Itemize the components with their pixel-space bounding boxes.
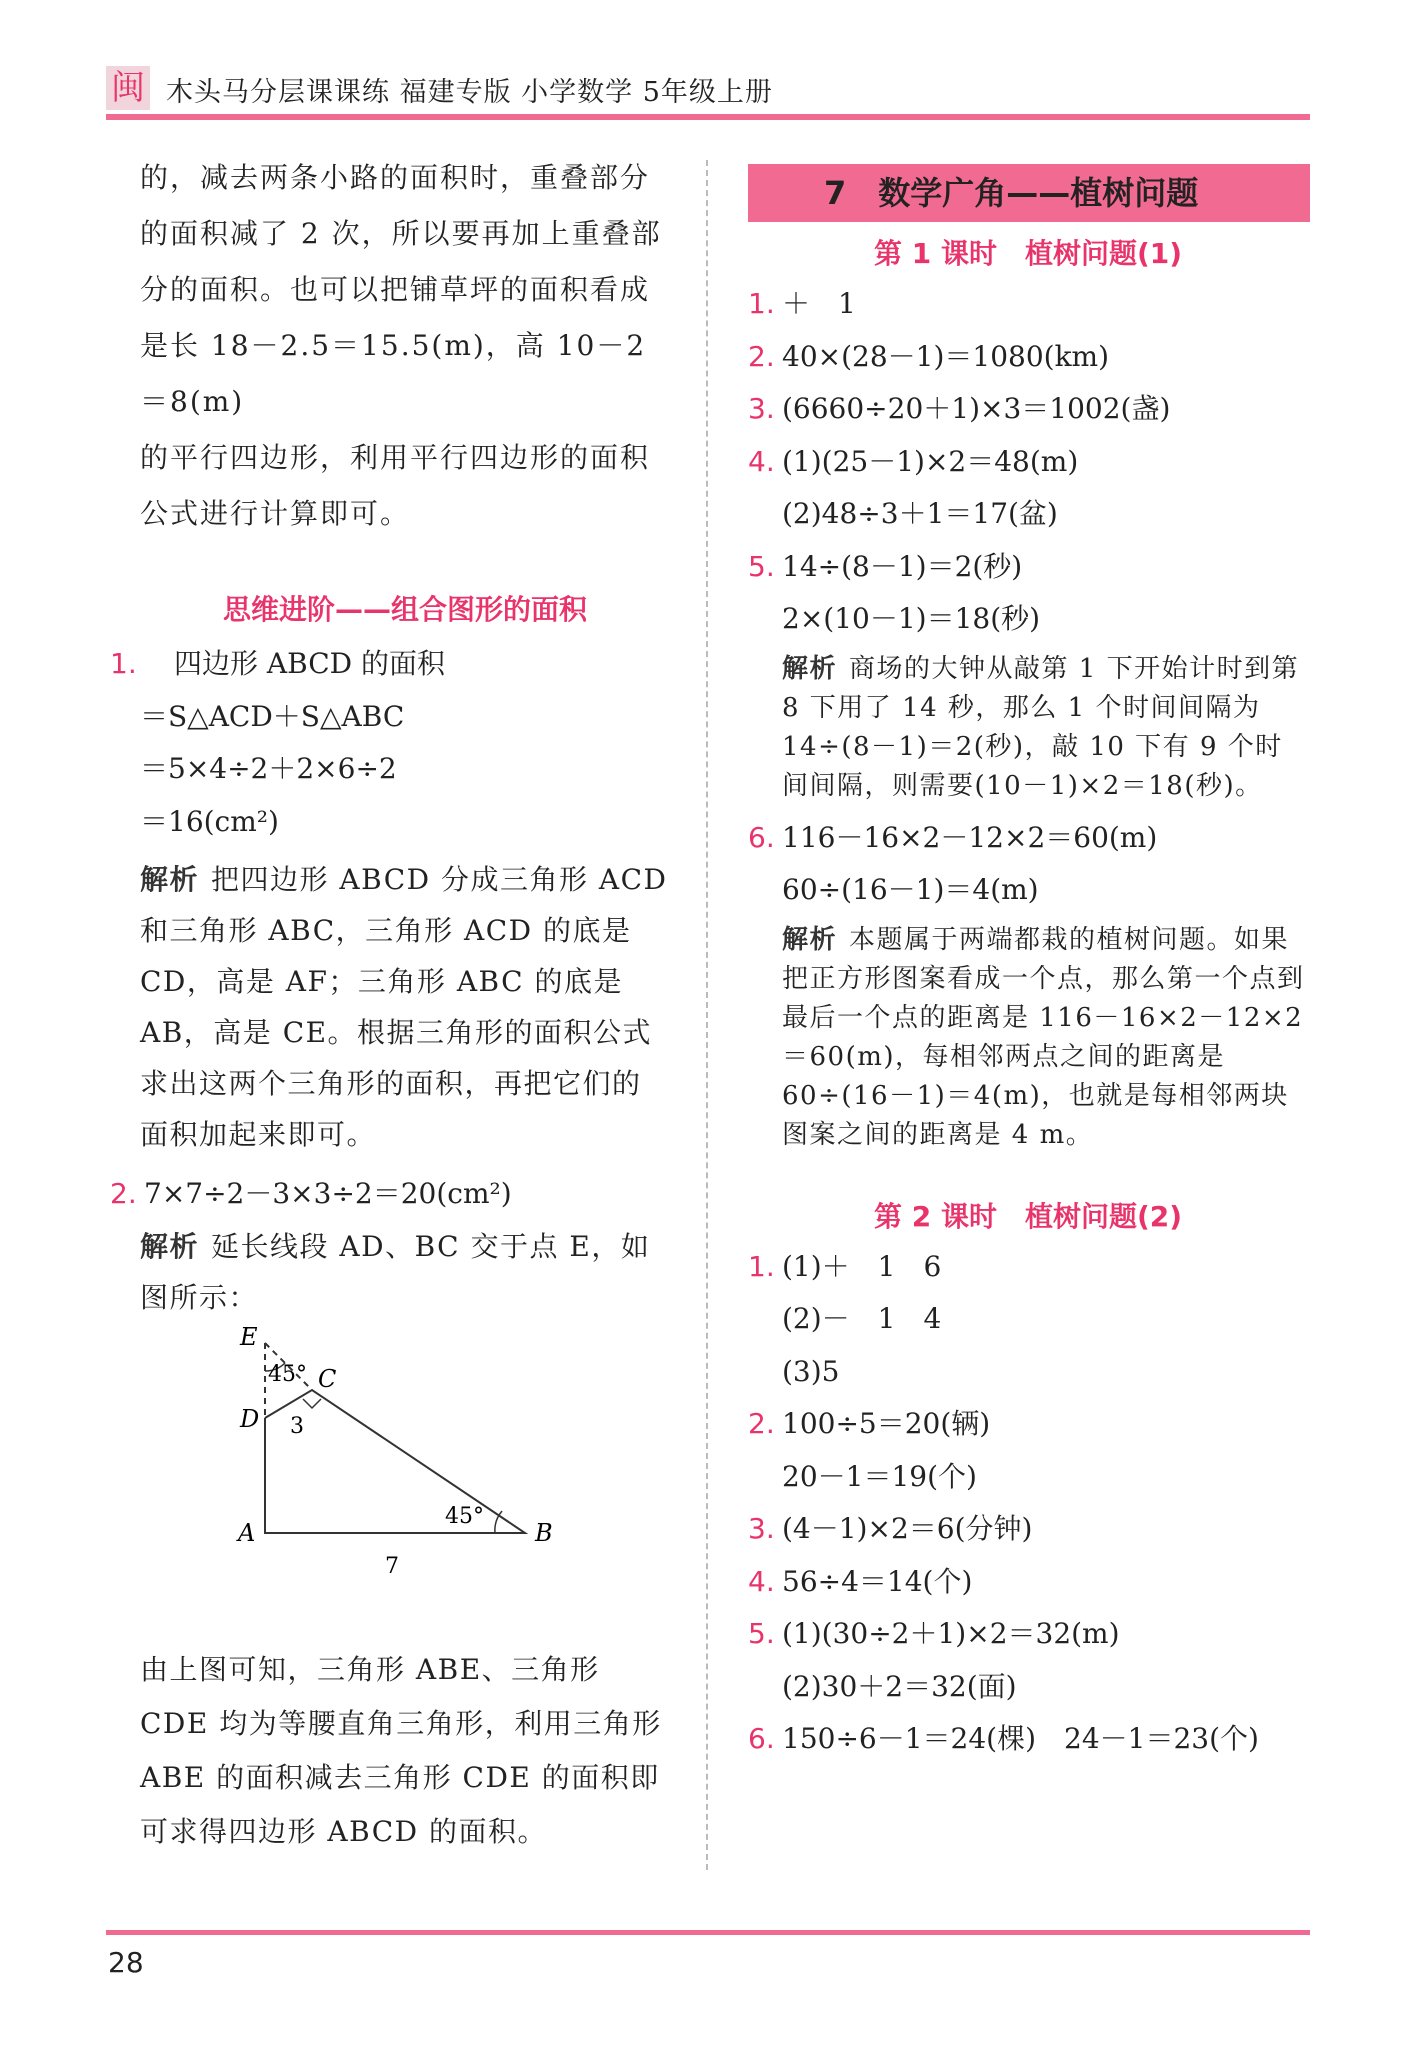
- geometry-diagram: [140, 1323, 670, 1643]
- answer-text: (1)(30÷2＋1)×2＝32(m): [782, 1617, 1120, 1650]
- lesson-1-answers: [748, 278, 1308, 1155]
- question-number: 1.: [110, 647, 137, 680]
- answer-item: [748, 1241, 1308, 1294]
- item-number: 1.: [748, 287, 775, 320]
- page-number: 28: [108, 1946, 144, 1979]
- item-number: 5.: [748, 1617, 775, 1650]
- step-line: ＝16(cm²): [140, 804, 279, 838]
- page-header: [106, 66, 1310, 116]
- analysis-label: 解析: [140, 863, 200, 896]
- analysis-block: [748, 921, 1308, 1155]
- right-column: [748, 164, 1308, 1766]
- quadrilateral-ABCD: [265, 1390, 525, 1533]
- label-A: A: [238, 1518, 256, 1547]
- answer-line: [748, 593, 1308, 646]
- analysis-label: 解析: [782, 924, 838, 955]
- answer-text: (2)30＋2＝32(面): [782, 1669, 1017, 1703]
- answer-line: [748, 1451, 1308, 1504]
- analysis-text: 本题属于两端都栽的植树问题。如果把正方形图案看成一个点，那么第一个点到最后一个点的距离是 116－16×2－12×2＝60(m)，每相邻两点之间的距离是 60÷(16－1)＝4(m)，也就是每相邻两块图案之间的距离是 4 m。: [782, 924, 1305, 1150]
- text-line: 是长 18－2.5＝15.5(m)，高 10－2＝8(m): [140, 329, 647, 418]
- side-length-label: 3: [290, 1413, 304, 1439]
- answer-text: 20－1＝19(个): [782, 1459, 977, 1493]
- lesson-1-title: 第 1 课时 植树问题(1): [873, 237, 1183, 270]
- answer-item: [748, 278, 1308, 331]
- book-title: 木头马分层课课练 福建专版 小学数学 5年级上册: [166, 77, 773, 108]
- answer-text: 56÷4＝14(个): [782, 1564, 973, 1598]
- item-number: 3.: [748, 392, 775, 425]
- answer-item: [748, 1556, 1308, 1609]
- analysis-text: 商场的大钟从敲第 1 下开始计时到第 8 下用了 14 秒，那么 1 个时间间隔为 14÷(8－1)＝2(秒)，敲 10 下有 9 个时间间隔，则需要(10－1)×2＝18(秒)。: [782, 653, 1300, 801]
- item-number: 2.: [748, 339, 775, 373]
- label-E: E: [240, 1322, 258, 1351]
- step-line: ＝S△ACD＋S△ABC: [140, 699, 405, 733]
- answer-text: (4－1)×2＝6(分钟): [782, 1512, 1033, 1545]
- answer-line: [748, 488, 1308, 541]
- left-column: [110, 150, 670, 1859]
- answer-line: [748, 1346, 1308, 1399]
- lesson-2-title: 第 2 课时 植树问题(2): [873, 1199, 1183, 1233]
- right-angle-mark: [303, 1399, 321, 1408]
- answer-item: [748, 541, 1308, 594]
- answer-text: 40×(28－1)＝1080(km): [782, 339, 1110, 373]
- lesson-2-answers: [748, 1241, 1308, 1766]
- answer-item: [748, 1608, 1308, 1661]
- answer-item: [748, 1713, 1308, 1766]
- text-line: 的，减去两条小路的面积时，重叠部分: [140, 161, 651, 194]
- answer-text: 60÷(16－1)＝4(m): [782, 873, 1039, 906]
- angle-label-top: 45°: [268, 1361, 307, 1387]
- label-B: B: [535, 1518, 553, 1547]
- label-D: D: [240, 1404, 260, 1433]
- analysis-block: [748, 650, 1308, 806]
- item-number: 5.: [748, 549, 775, 583]
- label-C: C: [318, 1364, 337, 1393]
- base-length-label: 7: [385, 1553, 399, 1579]
- answer-text: (2)48÷3＋1＝17(盆): [782, 497, 1058, 530]
- question-1: [110, 638, 670, 691]
- answer-line: [748, 864, 1308, 917]
- text-line: 的平行四边形，利用平行四边形的面积: [140, 441, 651, 474]
- answer-text: 14÷(8－1)＝2(秒): [782, 549, 1023, 583]
- answer-line: [748, 1661, 1308, 1714]
- answer-text: (1)＋ 1 6: [782, 1249, 942, 1283]
- answer-item: [748, 436, 1308, 489]
- question-text: 四边形 ABCD 的面积: [174, 647, 445, 680]
- analysis-block: [140, 854, 670, 1160]
- item-number: 4.: [748, 1564, 775, 1598]
- text-line: 的面积减了 2 次，所以要再加上重叠部: [140, 217, 662, 250]
- item-number: 6.: [748, 820, 775, 854]
- triangle-figure: [140, 1323, 670, 1643]
- item-number: 2.: [748, 1407, 775, 1440]
- answer-text: 116－16×2－12×2＝60(m): [782, 820, 1158, 854]
- answer-item: [748, 1503, 1308, 1556]
- answer-text: (6660÷20＋1)×3＝1002(盏): [782, 392, 1171, 425]
- step-line: ＝5×4÷2＋2×6÷2: [140, 752, 397, 785]
- analysis-text: 延长线段 AD、BC 交于点 E，如图所示：: [140, 1229, 651, 1314]
- item-number: 3.: [748, 1512, 775, 1545]
- answer-text: (2)－ 1 4: [782, 1302, 942, 1335]
- answer-item: [748, 812, 1308, 865]
- answer-item: [748, 331, 1308, 384]
- question-text: 7×7÷2－3×3÷2＝20(cm²): [144, 1177, 512, 1210]
- answer-item: [748, 1398, 1308, 1451]
- analysis-label: 解析: [782, 653, 838, 684]
- footer-rule: [106, 1930, 1310, 1935]
- item-number: 6.: [748, 1722, 775, 1755]
- answer-item: [748, 383, 1308, 436]
- answer-text: 150÷6－1＝24(棵) 24－1＝23(个): [782, 1722, 1259, 1755]
- text-line: 分的面积。也可以把铺草坪的面积看成: [140, 273, 651, 306]
- question-number: 2.: [110, 1177, 137, 1210]
- analysis-text: 把四边形 ABCD 分成三角形 ACD 和三角形 ABC，三角形 ACD 的底是 CD，高是 AF；三角形 ABC 的底是 AB，高是 CE。根据三角形的面积公式求出这两个三角形的面积，再把它们的面积加起来即可。: [140, 863, 668, 1151]
- chapter-title: 7 数学广角——植树问题: [748, 164, 1310, 222]
- section-subtitle: 思维进阶——组合图形的面积: [222, 593, 587, 626]
- region-badge: 闽: [106, 66, 150, 110]
- answer-text: 2×(10－1)＝18(秒): [782, 602, 1041, 635]
- angle-label-bottom: 45°: [445, 1503, 484, 1529]
- answer-line: [748, 1293, 1308, 1346]
- header-rule: [106, 114, 1310, 120]
- question-2: [110, 1168, 670, 1221]
- conclusion-paragraph: 由上图可知，三角形 ABE、三角形 CDE 均为等腰直角三角形，利用三角形 ABE 的面积减去三角形 CDE 的面积即可求得四边形 ABCD 的面积。: [140, 1652, 662, 1848]
- analysis-label: 解析: [140, 1229, 200, 1263]
- text-line: 公式进行计算即可。: [140, 497, 411, 530]
- answer-text: (1)(25－1)×2＝48(m): [782, 444, 1079, 478]
- analysis-block: [140, 1221, 670, 1323]
- answer-text: ＋ 1: [782, 287, 856, 320]
- column-divider: [706, 160, 708, 1870]
- item-number: 1.: [748, 1249, 775, 1283]
- answer-text: (3)5: [782, 1354, 840, 1388]
- item-number: 4.: [748, 444, 775, 478]
- intro-paragraph: [140, 150, 670, 542]
- answer-text: 100÷5＝20(辆): [782, 1407, 991, 1440]
